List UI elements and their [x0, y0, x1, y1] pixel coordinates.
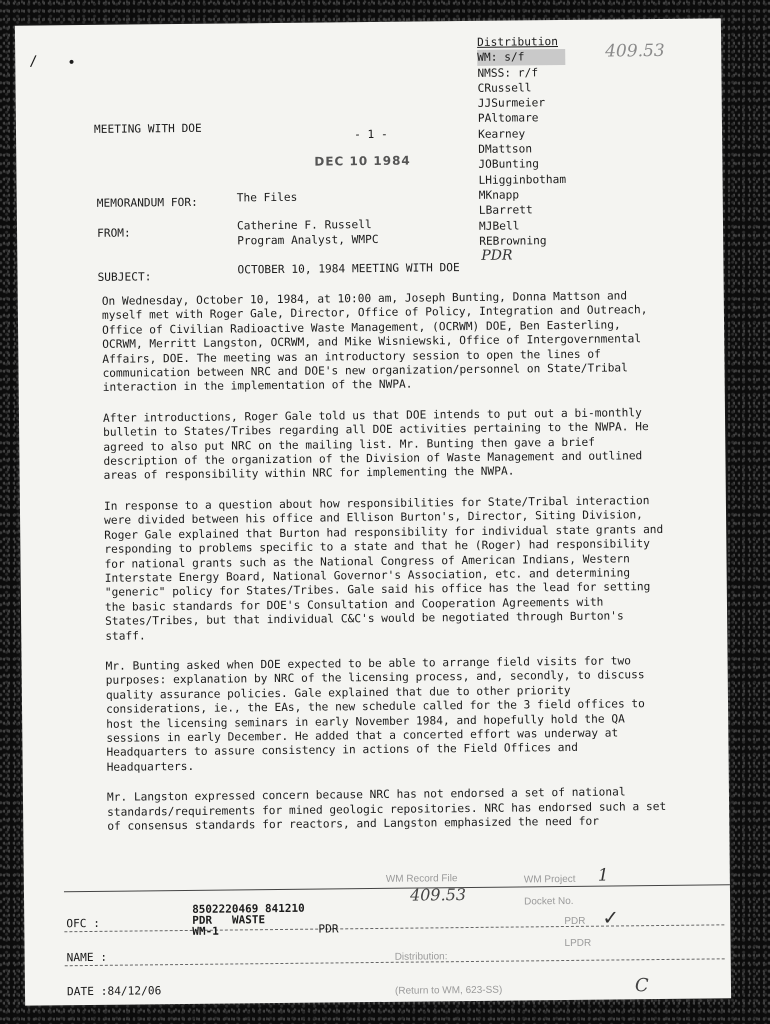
name-label: NAME : [66, 950, 108, 965]
date-label: DATE :84/12/06 [66, 984, 162, 999]
lpdr-label: LPDR [564, 937, 592, 950]
accession-number: 8502220469 841210 [192, 901, 305, 916]
distribution-recipient: DMattson [478, 142, 533, 156]
memo-from-name: Catherine F. Russell [236, 217, 372, 233]
memo-body [102, 289, 668, 850]
body-paragraph: After introductions, Roger Gale told us that DOE intends to put out a bi-monthly bulletin to States/Tribes regarding all DOE activities pertaining to the NWPA. He agreed to also put NRC on the mailing list. Mr. Bunting then gave a brief description of the organization of the Division of Waste Management and outlined areas of responsibility within NRC for implementing the NWPA. [102, 406, 649, 483]
date-received-stamp: DEC 10 1984 [314, 153, 411, 169]
page-mark-tick: / [29, 53, 38, 70]
page-number: - 1 - [353, 127, 388, 142]
distribution-recipient: MKnapp [478, 188, 520, 202]
page-mark-dot: • [67, 55, 76, 72]
distribution-recipient: LBarrett [478, 203, 533, 218]
memo-to-value: The Files [236, 190, 298, 205]
distribution-handwritten-pdr: PDR [481, 247, 513, 265]
stamp-distribution-label: Distribution: [394, 951, 448, 963]
ofc-label: OFC : [66, 916, 101, 931]
distribution-recipient: NMSS: r/f [477, 65, 539, 80]
pdr-label: PDR [564, 915, 586, 928]
distribution-heading: Distribution [477, 35, 558, 49]
wm-project-label: WM Project [523, 873, 576, 886]
memo-from-label: FROM: [96, 226, 131, 240]
body-paragraph: Mr. Bunting asked when DOE expected to be able to arrange field visits for two purposes: explanation by NRC of the licensing process, and, secondly, to discuss quality assurance policies. Gale explained that due to other priority considerations, ie., the EAs, the new schedule called for the 3 field offices to host the licensing seminars in early November 1984, and hopefully hold the QA sessions in early December. He added that a concerted effort was underway at Headquarters to assure consistency in actions of the Field Offices and Headquarters. [105, 654, 645, 774]
distribution-recipient: CRussell [477, 81, 532, 95]
docket-number-label: Docket No. [524, 895, 574, 908]
memo-page [15, 18, 731, 1005]
memo-to-label: MEMORANDUM FOR: [96, 195, 198, 210]
distribution-recipient: JJSurmeier [477, 96, 546, 111]
body-paragraph: Mr. Langston expressed concern because NRC has not endorsed a set of national standards/requirements for mined geologic repositories. NRC has endorsed such a set of consensus standards for reactors, and Langston emphasized the need for [106, 785, 667, 833]
stamp-top-rule [64, 884, 730, 892]
return-instruction: (Return to WM, 623-SS) [394, 984, 503, 997]
distribution-recipient: Kearney [477, 127, 526, 141]
distribution-recipient: LHigginbotham [478, 172, 567, 187]
distribution-recipient: PAltomare [477, 111, 539, 126]
handwritten-file-number: 409.53 [605, 40, 665, 62]
handwritten-initial: C [634, 975, 649, 997]
wm-project-value: 1 [597, 865, 609, 886]
accession-category: PDR WASTE [192, 913, 266, 927]
wm-record-file-value: 409.53 [409, 885, 467, 905]
wm-record-file-label: WM Record File [385, 873, 458, 885]
accession-pdr: PDR [318, 922, 339, 936]
routing-stamp-block [24, 865, 731, 1005]
meeting-label: MEETING WITH DOE [93, 121, 202, 136]
body-paragraph: On Wednesday, October 10, 1984, at 10:00 am, Joseph Bunting, Donna Mattson and myself met with Roger Gale, Director, Office of Policy, Integration and Outreach, Office of Civilian Radioactive Waste Management, (OCRWM) DOE, Ben Easterling, OCRWM, Merritt Langston, OCRWM, and Mike Wisniewski, Office of Intergovernmental Affairs, DOE. The meeting was an introductory session to open the lines of communication between NRC and DOE's new organization/personnel on State/Tribal interaction in the implementation of the NWPA. [101, 289, 648, 395]
pdr-check-mark: ✓ [602, 905, 620, 930]
memo-subject-label: SUBJECT: [97, 270, 152, 284]
memo-subject-value: OCTOBER 10, 1984 MEETING WITH DOE [237, 261, 460, 277]
distribution-list [477, 34, 567, 264]
distribution-recipient: MJBell [478, 219, 520, 233]
accession-docket: WM-1 [192, 924, 219, 938]
memo-from-title: Program Analyst, WMPC [237, 232, 379, 248]
distribution-recipient: REBrowning [479, 234, 547, 248]
body-paragraph: In response to a question about how responsibilities for State/Tribal interaction were divided between his office and Ellison Burton's, Director, Siting Division, Roger Gale explained that Burton had responsibility for individual state grants and responding to problems specific to a state and that he (Roger) had responsibility for national grants such as the National Congress of American Indians, Western Interstate Energy Board, National Governor's Association, etc. and determining "generic" policy for States/Tribes. Gale said his office has the lead for setting the basic standards for DOE's Consultation and Cooperation Agreements with States/Tribes, but that individual C&C's would be negotiated through Burton's staff. [103, 493, 664, 643]
distribution-recipient: WM: s/f [477, 49, 565, 65]
stamp-dashed-rule [64, 924, 724, 932]
distribution-recipient: JOBunting [478, 157, 540, 172]
